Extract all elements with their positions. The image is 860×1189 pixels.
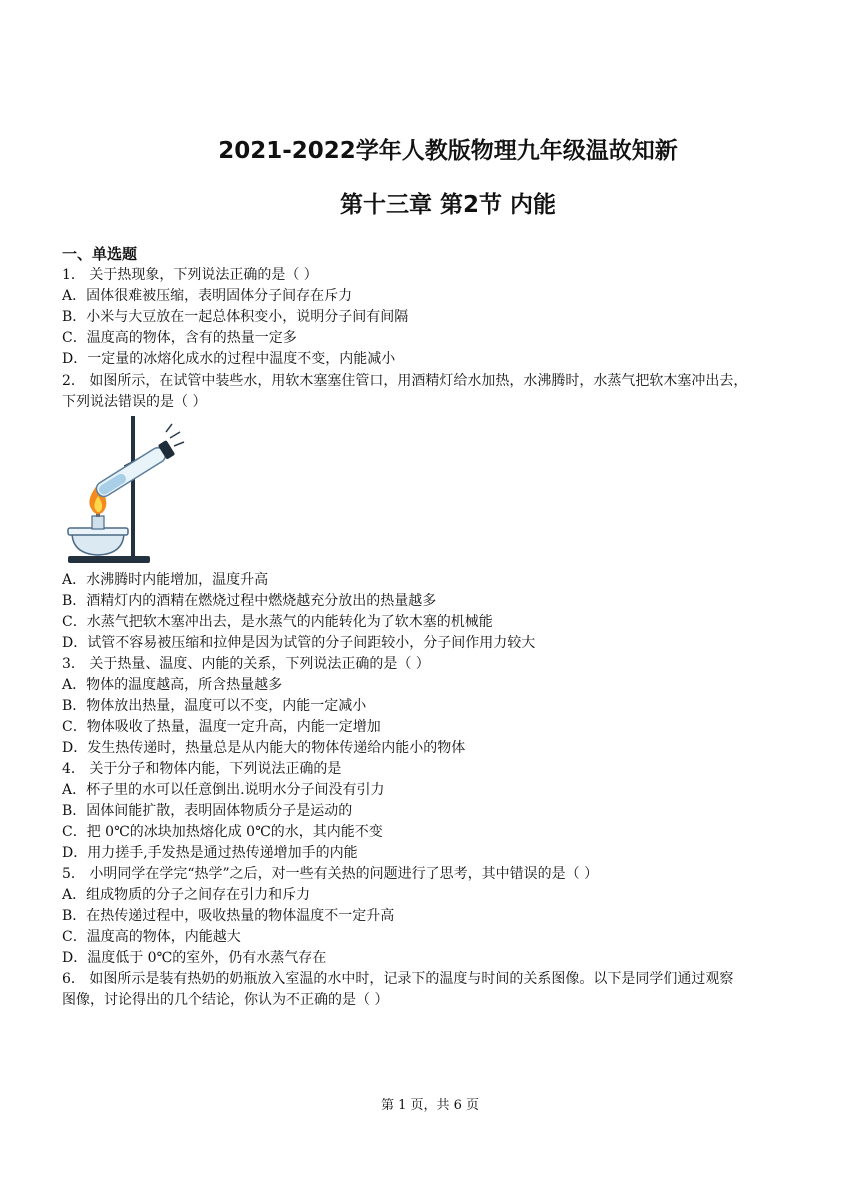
question-3-option-b: B．物体放出热量，温度可以不变，内能一定减小 bbox=[62, 698, 367, 714]
page-footer: 第 1 页，共 6 页 bbox=[380, 1098, 480, 1113]
question-1-option-c: C．温度高的物体，含有的热量一定多 bbox=[62, 330, 297, 346]
section-heading: 一、单选题 bbox=[62, 245, 138, 263]
question-2-option-c: C．水蒸气把软木塞冲出去，是水蒸气的内能转化为了软木塞的机械能 bbox=[62, 614, 493, 630]
question-6-stem-continued: 图像，讨论得出的几个结论，你认为不正确的是（ ） bbox=[62, 992, 389, 1008]
question-4-option-d: D．用力搓手,手发热是通过热传递增加手的内能 bbox=[62, 845, 358, 861]
question-1-option-a: A．固体很难被压缩，表明固体分子间存在斥力 bbox=[62, 288, 353, 304]
question-4-option-b: B．固体间能扩散，表明固体物质分子是运动的 bbox=[62, 803, 353, 819]
question-3-option-d: D．发生热传递时，热量总是从内能大的物体传递给内能小的物体 bbox=[62, 740, 466, 756]
document-title: 2021-2022学年人教版物理九年级温故知新 bbox=[218, 138, 678, 164]
question-1-stem: 1． 关于热现象，下列说法正确的是（ ） bbox=[62, 267, 318, 283]
question-5-stem: 5． 小明同学在学完“热学”之后，对一些有关热的问题进行了思考，其中错误的是（ ） bbox=[62, 866, 599, 882]
question-2-stem: 2． 如图所示，在试管中装些水，用软木塞塞住管口，用酒精灯给水加热，水沸腾时，水蒸气把软木塞冲出去， bbox=[62, 373, 748, 389]
alcohol-lamp bbox=[68, 508, 128, 555]
question-4-option-c: C．把 0℃的冰块加热熔化成 0℃的水，其内能不变 bbox=[62, 824, 383, 840]
question-3-option-a: A．物体的温度越高，所含热量越多 bbox=[62, 677, 283, 693]
question-5-option-c: C．温度高的物体，内能越大 bbox=[62, 929, 241, 945]
test-tube-heating-figure bbox=[62, 412, 202, 567]
question-5-option-d: D．温度低于 0℃的室外，仍有水蒸气存在 bbox=[62, 950, 327, 966]
question-4-option-a: A．杯子里的水可以任意倒出.说明水分子间没有引力 bbox=[62, 782, 385, 798]
question-2-option-b: B．酒精灯内的酒精在燃烧过程中燃烧越充分放出的热量越多 bbox=[62, 593, 437, 609]
question-2-option-a: A．水沸腾时内能增加，温度升高 bbox=[62, 572, 269, 588]
question-3-option-c: C．物体吸收了热量，温度一定升高，内能一定增加 bbox=[62, 719, 381, 735]
question-4-stem: 4． 关于分子和物体内能，下列说法正确的是 bbox=[62, 761, 342, 777]
steam-icon bbox=[166, 424, 184, 446]
question-3-stem: 3． 关于热量、温度、内能的关系，下列说法正确的是（ ） bbox=[62, 656, 430, 672]
question-2-stem-continued: 下列说法错误的是（ ） bbox=[62, 394, 207, 410]
stand-rod bbox=[131, 416, 135, 560]
question-2-option-d: D．试管不容易被压缩和拉伸是因为试管的分子间距较小，分子间作用力较大 bbox=[62, 635, 536, 651]
chapter-subtitle: 第十三章 第2节 内能 bbox=[339, 192, 557, 218]
stand-base bbox=[68, 556, 150, 563]
question-5-option-a: A．组成物质的分子之间存在引力和斥力 bbox=[62, 887, 311, 903]
question-1-option-b: B．小米与大豆放在一起总体积变小，说明分子间有间隔 bbox=[62, 309, 409, 325]
question-1-option-d: D．一定量的冰熔化成水的过程中温度不变，内能减小 bbox=[62, 351, 396, 367]
question-6-stem: 6． 如图所示是装有热奶的奶瓶放入室温的水中时，记录下的温度与时间的关系图像。以下是同学们通过观察 bbox=[62, 971, 734, 987]
question-5-option-b: B．在热传递过程中，吸收热量的物体温度不一定升高 bbox=[62, 908, 395, 924]
